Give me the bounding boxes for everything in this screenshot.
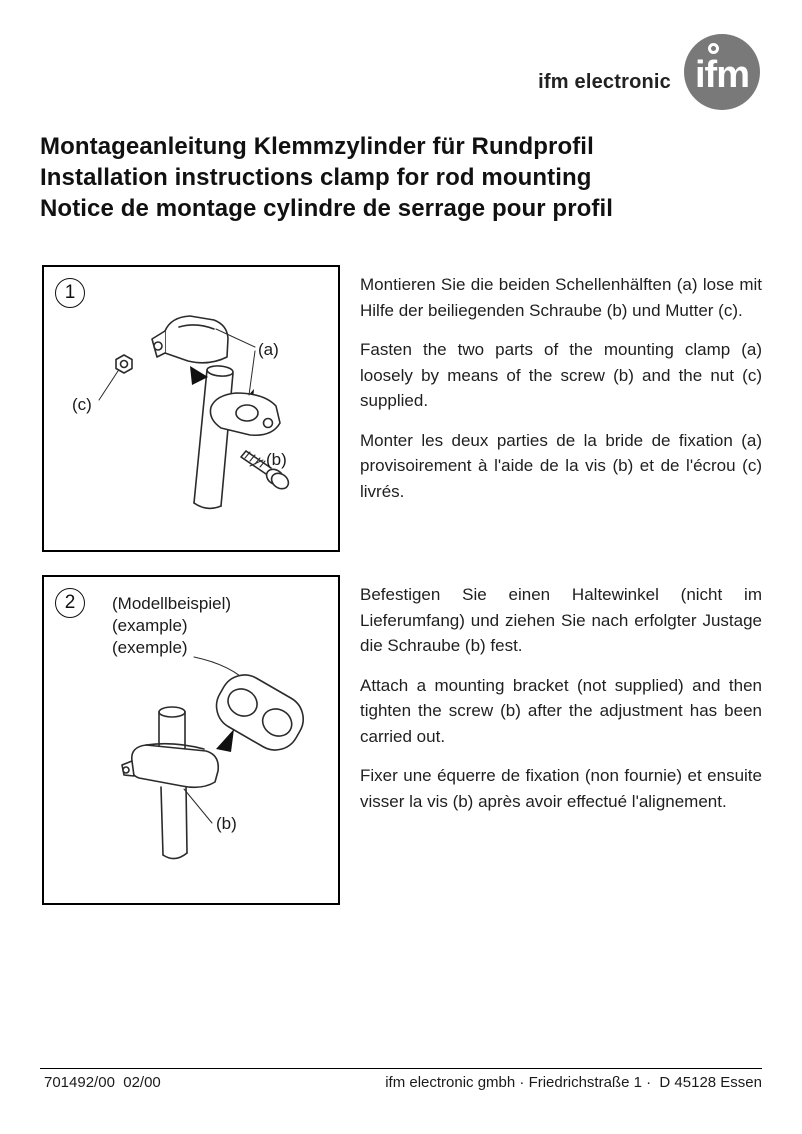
step2-text-english: Attach a mounting bracket (not supplied) and then tighten the screw (b) after the adjustment has been carried out. xyxy=(360,675,762,746)
ifm-logo xyxy=(684,34,760,110)
step1-instructions xyxy=(360,272,762,518)
title-french: Notice de montage cylindre de serrage pour profil xyxy=(40,195,614,222)
caption-english: (example) xyxy=(112,616,188,635)
part-label-b: (b) xyxy=(266,450,287,469)
document-number: 701492/00 02/00 xyxy=(44,1074,161,1091)
step2-badge: 2 xyxy=(55,588,85,618)
step1-badge: 1 xyxy=(55,278,85,308)
step2-text-german: Befestigen Sie einen Haltewinkel (nicht im Lieferumfang) und ziehen Sie nach erfolgter Justage die Schraube (b) fest. xyxy=(360,585,762,655)
part-label-b2: (b) xyxy=(216,814,237,833)
caption-german: (Modellbeispiel) xyxy=(112,594,232,613)
caption-french: (exemple) xyxy=(112,638,188,657)
step1-clamp-drawing xyxy=(44,267,338,550)
document-title xyxy=(40,131,613,224)
company-address: ifm electronic gmbh · Friedrichstraße 1 · D 45128 Essen xyxy=(385,1074,762,1091)
brand-name: ifm electronic xyxy=(538,71,671,93)
step1-text-english: Fasten the two parts of the mounting clamp (a) loosely by means of the screw (b) and the nut (c) supplied. xyxy=(360,340,762,410)
ifm-logo-text: ifm xyxy=(695,54,749,96)
step1-text-german: Montieren Sie die beiden Schellenhälften (a) lose mit Hilfe der beiliegenden Schraube (b) und Mutter (c). xyxy=(360,275,762,320)
title-german: Montageanleitung Klemmzylinder für Rundprofil xyxy=(40,133,594,160)
step2-text-french: Fixer une équerre de fixation (non fournie) et ensuite visser la vis (b) après avoir effectué l'alignement. xyxy=(360,766,762,811)
ifm-logo-degree-icon xyxy=(708,43,719,54)
part-label-c: (c) xyxy=(72,395,92,414)
step1-figure-box xyxy=(42,265,340,552)
step1-text-french: Monter les deux parties de la bride de fixation (a) provisoirement à l'aide de la vis (b) et de l'écrou (c) livrés. xyxy=(360,430,762,501)
step2-figure-box xyxy=(42,575,340,905)
part-label-a: (a) xyxy=(258,340,279,359)
title-english: Installation instructions clamp for rod mounting xyxy=(40,164,592,191)
step2-instructions xyxy=(360,582,762,828)
brand-row xyxy=(538,34,760,110)
step2-captions xyxy=(112,593,231,659)
footer-divider xyxy=(40,1068,762,1069)
